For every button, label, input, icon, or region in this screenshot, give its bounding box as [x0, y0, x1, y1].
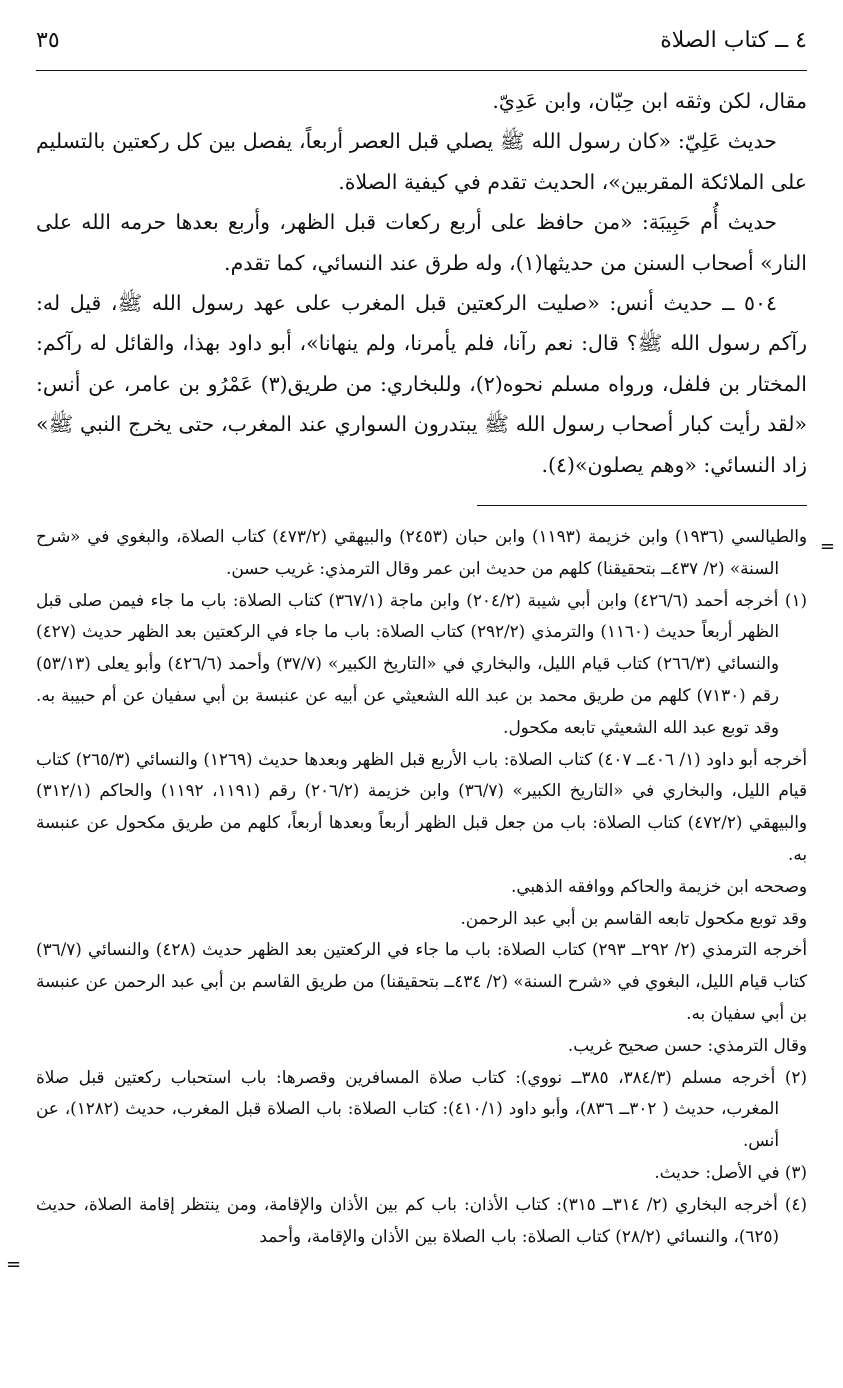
footnote: (٢) أخرجه مسلم (٣٨٤/٣، ٣٨٥ــ نووي): كتاب صلاة المسافرين وقصرها: باب استحباب ركعتين قبل صلاة المغرب، حديث ( ٣٠٢ــ ٨٣٦)، وأبو داود (٤١٠/١): كتاب الصلاة: باب الصلاة قبل المغرب، حديث (١٢٨٢)، عن أنس. [36, 1066, 807, 1151]
footnote: (٣) في الأصل: حديث. [654, 1162, 807, 1182]
footnote: وصححه ابن خزيمة والحاكم ووافقه الذهبي. [511, 875, 807, 896]
footnote: وقد توبع مكحول تابعه القاسم بن أبي عبد الرحمن. [460, 907, 807, 928]
continuation-marker: = [819, 536, 835, 557]
page-number: ٣٥ [36, 28, 60, 53]
footnote: (١) أخرجه أحمد (٤٢٦/٦) وابن أبي شيبة (٢٠٤/٢) وابن ماجة (٣٦٧/١) كتاب الصلاة: باب ما جاء فيمن صلى قبل الظهر أربعاً حديث (١١٦٠) والترمذي (٢٩٢/٢) كتاب الصلاة: باب ما جاء في الركعتين بعد الظهر حديث (٤٢٧) والنسائي (٢٦٦/٣) كتاب قيام الليل، والبخاري في «التاريخ الكبير» (٣٧/٧) وأحمد (٤٢٦/٦) وأبو يعلى (٥٣/١٣) رقم (٧١٣٠) كلهم من طريق محمد بن عبد الله الشعيثي عن أبيه عن عنبسة بن أبي سفيان عن أم حبيبة به. وقد توبع عبد الله الشعيثي تابعه مكحول. [36, 589, 808, 737]
page-header [36, 28, 807, 68]
footnote: أخرجه الترمذي (٢/ ٢٩٢ــ ٢٩٣) كتاب الصلاة: باب ما جاء في الركعتين بعد الظهر حديث (٤٢٨) والنسائي (٣٦/٧) كتاب قيام الليل، البغوي في «شرح السنة» (٢/ ٤٣٤ــ بتحقيقنا) من طريق القاسم بن أبي عبد الرحمن عن عنبسة بن أبي سفيان به. [36, 939, 808, 1024]
paragraph: حديث عَلِيّ: «كان رسول الله ﷺ يصلي قبل العصر أربعاً، يفصل بين كل ركعتين بالتسليم على الملائكة المقربين»، الحديث تقدم في كيفية الصلاة. [36, 129, 807, 194]
footnote: والطيالسي (١٩٣٦) وابن خزيمة (١١٩٣) وابن حبان (٢٤٥٣) والبيهقي (٤٧٣/٢) كتاب الصلاة، والبغوي في «شرح السنة» (٢/ ٤٣٧ــ بتحقيقنا) كلهم من حديث ابن عمر وقال الترمذي: غريب حسن. [36, 526, 807, 578]
footnote: وقال الترمذي: حسن صحيح غريب. [567, 1034, 807, 1055]
footnote-separator [36, 485, 807, 521]
end-continuation-marker: = [6, 1254, 22, 1275]
footnotes [36, 521, 807, 1252]
paragraph: مقال، لكن وثقه ابن حِبّان، وابن عَدِيّ. [492, 89, 807, 113]
footnote: (٤) أخرجه البخاري (٢/ ٣١٤ــ ٣١٥): كتاب الأذان: باب كم بين الأذان والإقامة، ومن ينتظر إقامة الصلاة، حديث (٦٢٥)، والنسائي (٢٨/٢) كتاب الصلاة: باب الصلاة بين الأذان والإقامة، وأحمد [36, 1193, 807, 1246]
header-rule [36, 70, 807, 71]
paragraph: ٥٠٤ ــ حديث أنس: «صليت الركعتين قبل المغرب على عهد رسول الله ﷺ، قيل له: رآكم رسول الله ﷺ؟ قال: نعم رآنا، فلم يأمرنا، ولم ينهانا»، أبو داود بهذا، والقائل له رآكم: المختار بن فلفل، ورواه مسلم نحوه(٢)، وللبخاري: من طريق(٣) عَمْرُو بن عامر، عن أنس: «لقد رأيت كبار أصحاب رسول الله ﷺ يبتدرون السواري عند المغرب، حتى يخرج النبي ﷺ» زاد النسائي: «وهم يصلون»(٤). [36, 291, 807, 477]
main-text [36, 81, 807, 485]
footnote: أخرجه أبو داود (١/ ٤٠٦ــ ٤٠٧) كتاب الصلاة: باب الأربع قبل الظهر وبعدها حديث (١٢٦٩) والنسائي (٢٦٥/٣) كتاب قيام الليل، والبخاري في «التاريخ الكبير» (٣٦/٧) وابن خزيمة (٢٠٦/٢) رقم (١١٩١، ١١٩٢) والحاكم (٣١٢/١) والبيهقي (٤٧٢/٢) كتاب الصلاة: باب من جعل قبل الظهر أربعاً وبعدها أربعاً، كلهم من طريق مكحول عن عنبسة به. [36, 748, 807, 865]
paragraph: حديث أُم حَبِيبَة: «من حافظ على أربع ركعات قبل الظهر، وأربع بعدها حرمه الله على النار» أصحاب السنن من حديثها(١)، وله طرق عند النسائي، كما تقدم. [36, 210, 807, 275]
chapter-title: ٤ ــ كتاب الصلاة [660, 28, 807, 53]
